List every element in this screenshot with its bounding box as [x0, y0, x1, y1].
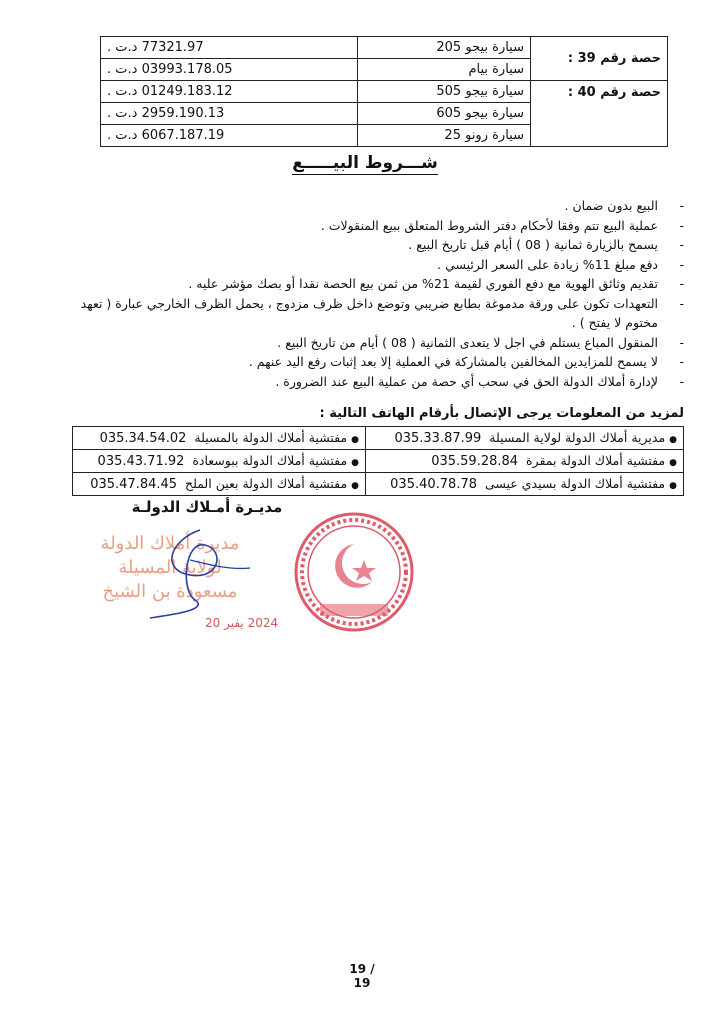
stamp-line: مسعودة بن الشيخ: [102, 581, 238, 602]
condition-text: دفع مبلغ 11% زيادة على السعر الرئيسي .: [437, 256, 658, 272]
dash-icon: -: [679, 237, 684, 252]
signature-scribble: [130, 520, 270, 630]
condition-text: البيع بدون ضمان .: [564, 198, 658, 213]
list-item: [44, 333, 684, 353]
dash-icon: -: [679, 276, 684, 291]
bullet-icon: ●: [351, 458, 359, 468]
condition-text: المنقول المباع يستلم في اجل لا يتعدى الثمانية ( 08 ) أيام من تاريخ البيع .: [277, 334, 658, 350]
table-row: [73, 427, 684, 450]
car-price: 77321.97 د.ت .: [101, 37, 358, 59]
condition-text: تقديم وثائق الهوية مع دفع الفوري لقيمة 21% من ثمن بيع الحصة نقدا أو بصك مؤشر عليه .: [188, 276, 658, 291]
car-price: 01249.183.12 د.ت .: [101, 81, 358, 103]
bullet-icon: ●: [351, 481, 359, 491]
date-stamp: 2024 يفير 20: [205, 616, 279, 630]
list-item: [44, 255, 684, 275]
list-item: [44, 196, 684, 216]
bullet-icon: ●: [669, 435, 677, 445]
stamp-line: لولاية المسيلة: [118, 557, 222, 578]
car-name: سيارة بيجو 605: [358, 103, 531, 125]
list-item: [44, 216, 684, 236]
car-price: 6067.187.19 د.ت .: [101, 125, 358, 147]
contact-phone: 035.59.28.84: [431, 454, 519, 469]
contact-label: مفتشية أملاك الدولة بالمسيلة: [194, 430, 348, 445]
info-title: لمزيد من المعلومات يرجى الإتصال بأرقام الهاتف التالية :: [319, 406, 684, 421]
contact-label: مديرية أملاك الدولة لولاية المسيلة: [489, 430, 666, 445]
list-item: [44, 372, 684, 392]
car-name: سيارة بيجو 505: [358, 81, 531, 103]
list-item: [44, 274, 684, 294]
dash-icon: -: [679, 334, 684, 350]
contact-cell: [73, 427, 366, 450]
contact-label: مفتشية أملاك الدولة بعين الملح: [185, 476, 348, 491]
condition-text: لإدارة أملاك الدولة الحق في سحب أي حصة من عملية البيع عند الضرورة .: [275, 373, 658, 389]
condition-text: عملية البيع تتم وفقا لأحكام دفتر الشروط المتعلق ببيع المنقولات .: [320, 217, 658, 233]
car-name: سيارة بيام: [358, 59, 531, 81]
dash-icon: -: [679, 373, 684, 389]
official-seal: [290, 508, 418, 636]
contact-cell: [73, 450, 366, 473]
table-row: [73, 473, 684, 496]
dash-icon: -: [679, 295, 684, 311]
contact-cell: [366, 427, 684, 450]
contact-phone: 035.47.84.45: [90, 477, 178, 492]
contact-cell: [366, 450, 684, 473]
page-number: 19 / 19: [349, 962, 375, 990]
contact-cell: [366, 473, 684, 496]
contact-phone: 035.43.71.92: [97, 454, 185, 469]
stamp-line: مديرة أملاك الدولة: [100, 533, 240, 554]
table-row: [73, 450, 684, 473]
car-price: 03993.178.05 د.ت .: [101, 59, 358, 81]
contact-label: مفتشية أملاك الدولة بسيدي عيسى: [484, 476, 666, 491]
bullet-icon: ●: [669, 458, 677, 468]
section-title-text: شـــروط البيـــــع: [292, 153, 438, 173]
contact-cell: [73, 473, 366, 496]
lot-label: حصة رقم 39 :: [531, 37, 668, 81]
dash-icon: -: [679, 256, 684, 272]
contact-label: مفتشية أملاك الدولة ببوسعادة: [192, 453, 348, 468]
sale-conditions-title: [250, 153, 480, 173]
dash-icon: -: [679, 198, 684, 213]
bullet-icon: ●: [351, 435, 359, 445]
dash-icon: -: [679, 354, 684, 369]
table-row: [101, 37, 668, 59]
director-title: مديـرة أمـلاك الدولـة: [131, 498, 283, 516]
condition-text: يسمح بالزيارة ثمانية ( 08 ) أيام قبل تاريخ البيع .: [408, 237, 658, 252]
list-item: [44, 235, 684, 255]
contact-phone: 035.33.87.99: [394, 431, 482, 446]
contact-phone: 035.40.78.78: [390, 477, 477, 492]
car-name: سيارة رونو 25: [358, 125, 531, 147]
conditions-list: [44, 196, 684, 391]
condition-text: لا يسمح للمزايدين المخالفين بالمشاركة في العملية إلا بعد إثبات رفع اليد عنهم .: [248, 354, 658, 369]
dash-icon: -: [679, 217, 684, 233]
condition-text: التعهدات تكون على ورقة مدموغة بطابع ضريبي وتوضع داخل ظرف مزدوج ، يحمل الظرف الخارجي عبارة ( تعهد مختوم لا يفتح ) .: [80, 295, 658, 330]
contact-phone: 035.34.54.02: [99, 431, 187, 446]
lots-table: [100, 36, 668, 147]
car-name: سيارة بيجو 205: [358, 37, 531, 59]
list-item: [44, 294, 684, 333]
contact-label: مفتشية أملاك الدولة بمقرة: [526, 453, 666, 468]
list-item: [44, 352, 684, 372]
contacts-table: [72, 426, 684, 496]
bullet-icon: ●: [669, 481, 677, 491]
car-price: 2959.190.13 د.ت .: [101, 103, 358, 125]
lot-label: حصة رقم 40 :: [531, 81, 668, 147]
table-row: [101, 81, 668, 103]
